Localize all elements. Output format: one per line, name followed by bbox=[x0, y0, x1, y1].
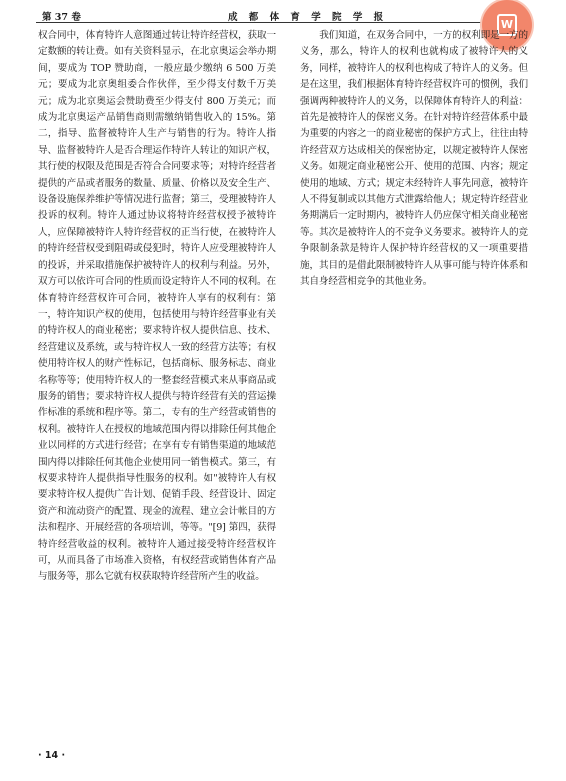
word-document-icon: W bbox=[497, 14, 517, 36]
right-column-paragraph: 我们知道，在双务合同中，一方的权利即是一方的义务，那么，特许人的权利也就构成了被特许人的义务，同样，被特许人的权利也构成了特许人的义务。但是在这里，我们根据体育特许经营权许可的惯例，我们强调两种被特许人的义务，以保障体育特许人的利益：首先是被特许人的保密义务。在针对特许经营体系中最为重要的内容之一的商业秘密的保护方式上，往往由特许经营双方达成相关的保密协定，以规定被特许人保密义务。如规定商业秘密公开、使用的范围、内容；规定使用的地域、方式；规定未经特许人事先同意，被特许人不得复制或以其他方式泄露给他人；规定特许经营业务期满后一定时期内，被特许人仍应保守相关商业秘密等。其次是被特许人的不竞争义务要求。被特许人的竞争限制条款是特许人保护特许经营权的又一项重要措施，其目的是借此限制被特许人从事可能与特许体系和其自身经营相竞争的其他业务。 bbox=[300, 30, 528, 288]
left-column bbox=[38, 28, 276, 586]
journal-title: 成 都 体 育 学 院 学 报 bbox=[228, 12, 388, 23]
right-column bbox=[300, 28, 528, 291]
page-number: · 14 · bbox=[38, 750, 66, 761]
volume-label: 第 37 卷 bbox=[42, 12, 81, 23]
header-divider bbox=[36, 22, 528, 23]
left-column-paragraph: 权合同中，体育特许人意图通过转让特许经营权，获取一定数额的转让费。如有关资料显示，在北京奥运会举办期间，要成为 TOP 赞助商，一般应最少缴纳 6 500 万美元；要成为北京奥组委合作伙伴，至少得支付数千万美元；成为北京奥运会赞助费至少得支付 800 万美元；而成为北京奥运产品销售商则需缴纳销售收入的 15%。第二，指导、监督被特许人生产与销售的行为。特许人指导、监督被特许人是否合理运作特许人转让的知识产权，其行使的权限及范围是否符合合同要求等；对特许经营者提供的产品或者服务的数量、质量、价格以及安全生产、设备设施保养维护等情况进行监督；第三，受理被特许人投诉的权利。特许人通过协议将特许经营权授予被特许人，应保障被特许人特许经营权的正当行使，在被特许人的特许经营权受到阻碍或侵犯时，特许人应受理被特许人的投诉，并采取措施保护被特许人的权利与利益。另外，双方可以依许可合同的性质而设定特许人不同的权利。在体育特许经营权许可合同，被特许人享有的权利有：第一，特许知识产权的使用，包括使用与特许经营事业有关的特许权人的商业秘密；要求特许权人提供信息、技术、经营建议及系统，或与特许权人一致的经营方法等；有权使用特许权人的财产性标记，包括商标、服务标志、商业名称等等；使用特许权人的一整套经营模式来从事商品或服务的销售；要求特许权人提供与特许经营有关的营运操作标准的系统和程序等。第二，专有的生产经营或销售的权利。被特许人在授权的地域范围内得以排除任何其他企业以同样的方式进行经营；在享有专有销售渠道的地域范围内得以排除任何其他企业使用同一销售模式。第三，有权要求特许人提供指导性服务的权利。如"被特许人有权要求特许权人提供广告计划、促销手段、经营设计、固定资产和流动资产的配置、现金的流程、建立会计帐目的方法和程序、开展经营的各项培训，等等。"[9] 第四，获得特许经营收益的权利。被特许人通过接受特许经营权许可，从而具备了市场准入资格，有权经营或销售体育产品与服务等，那么它就有权获取特许经营所产生的收益。 bbox=[38, 30, 276, 583]
